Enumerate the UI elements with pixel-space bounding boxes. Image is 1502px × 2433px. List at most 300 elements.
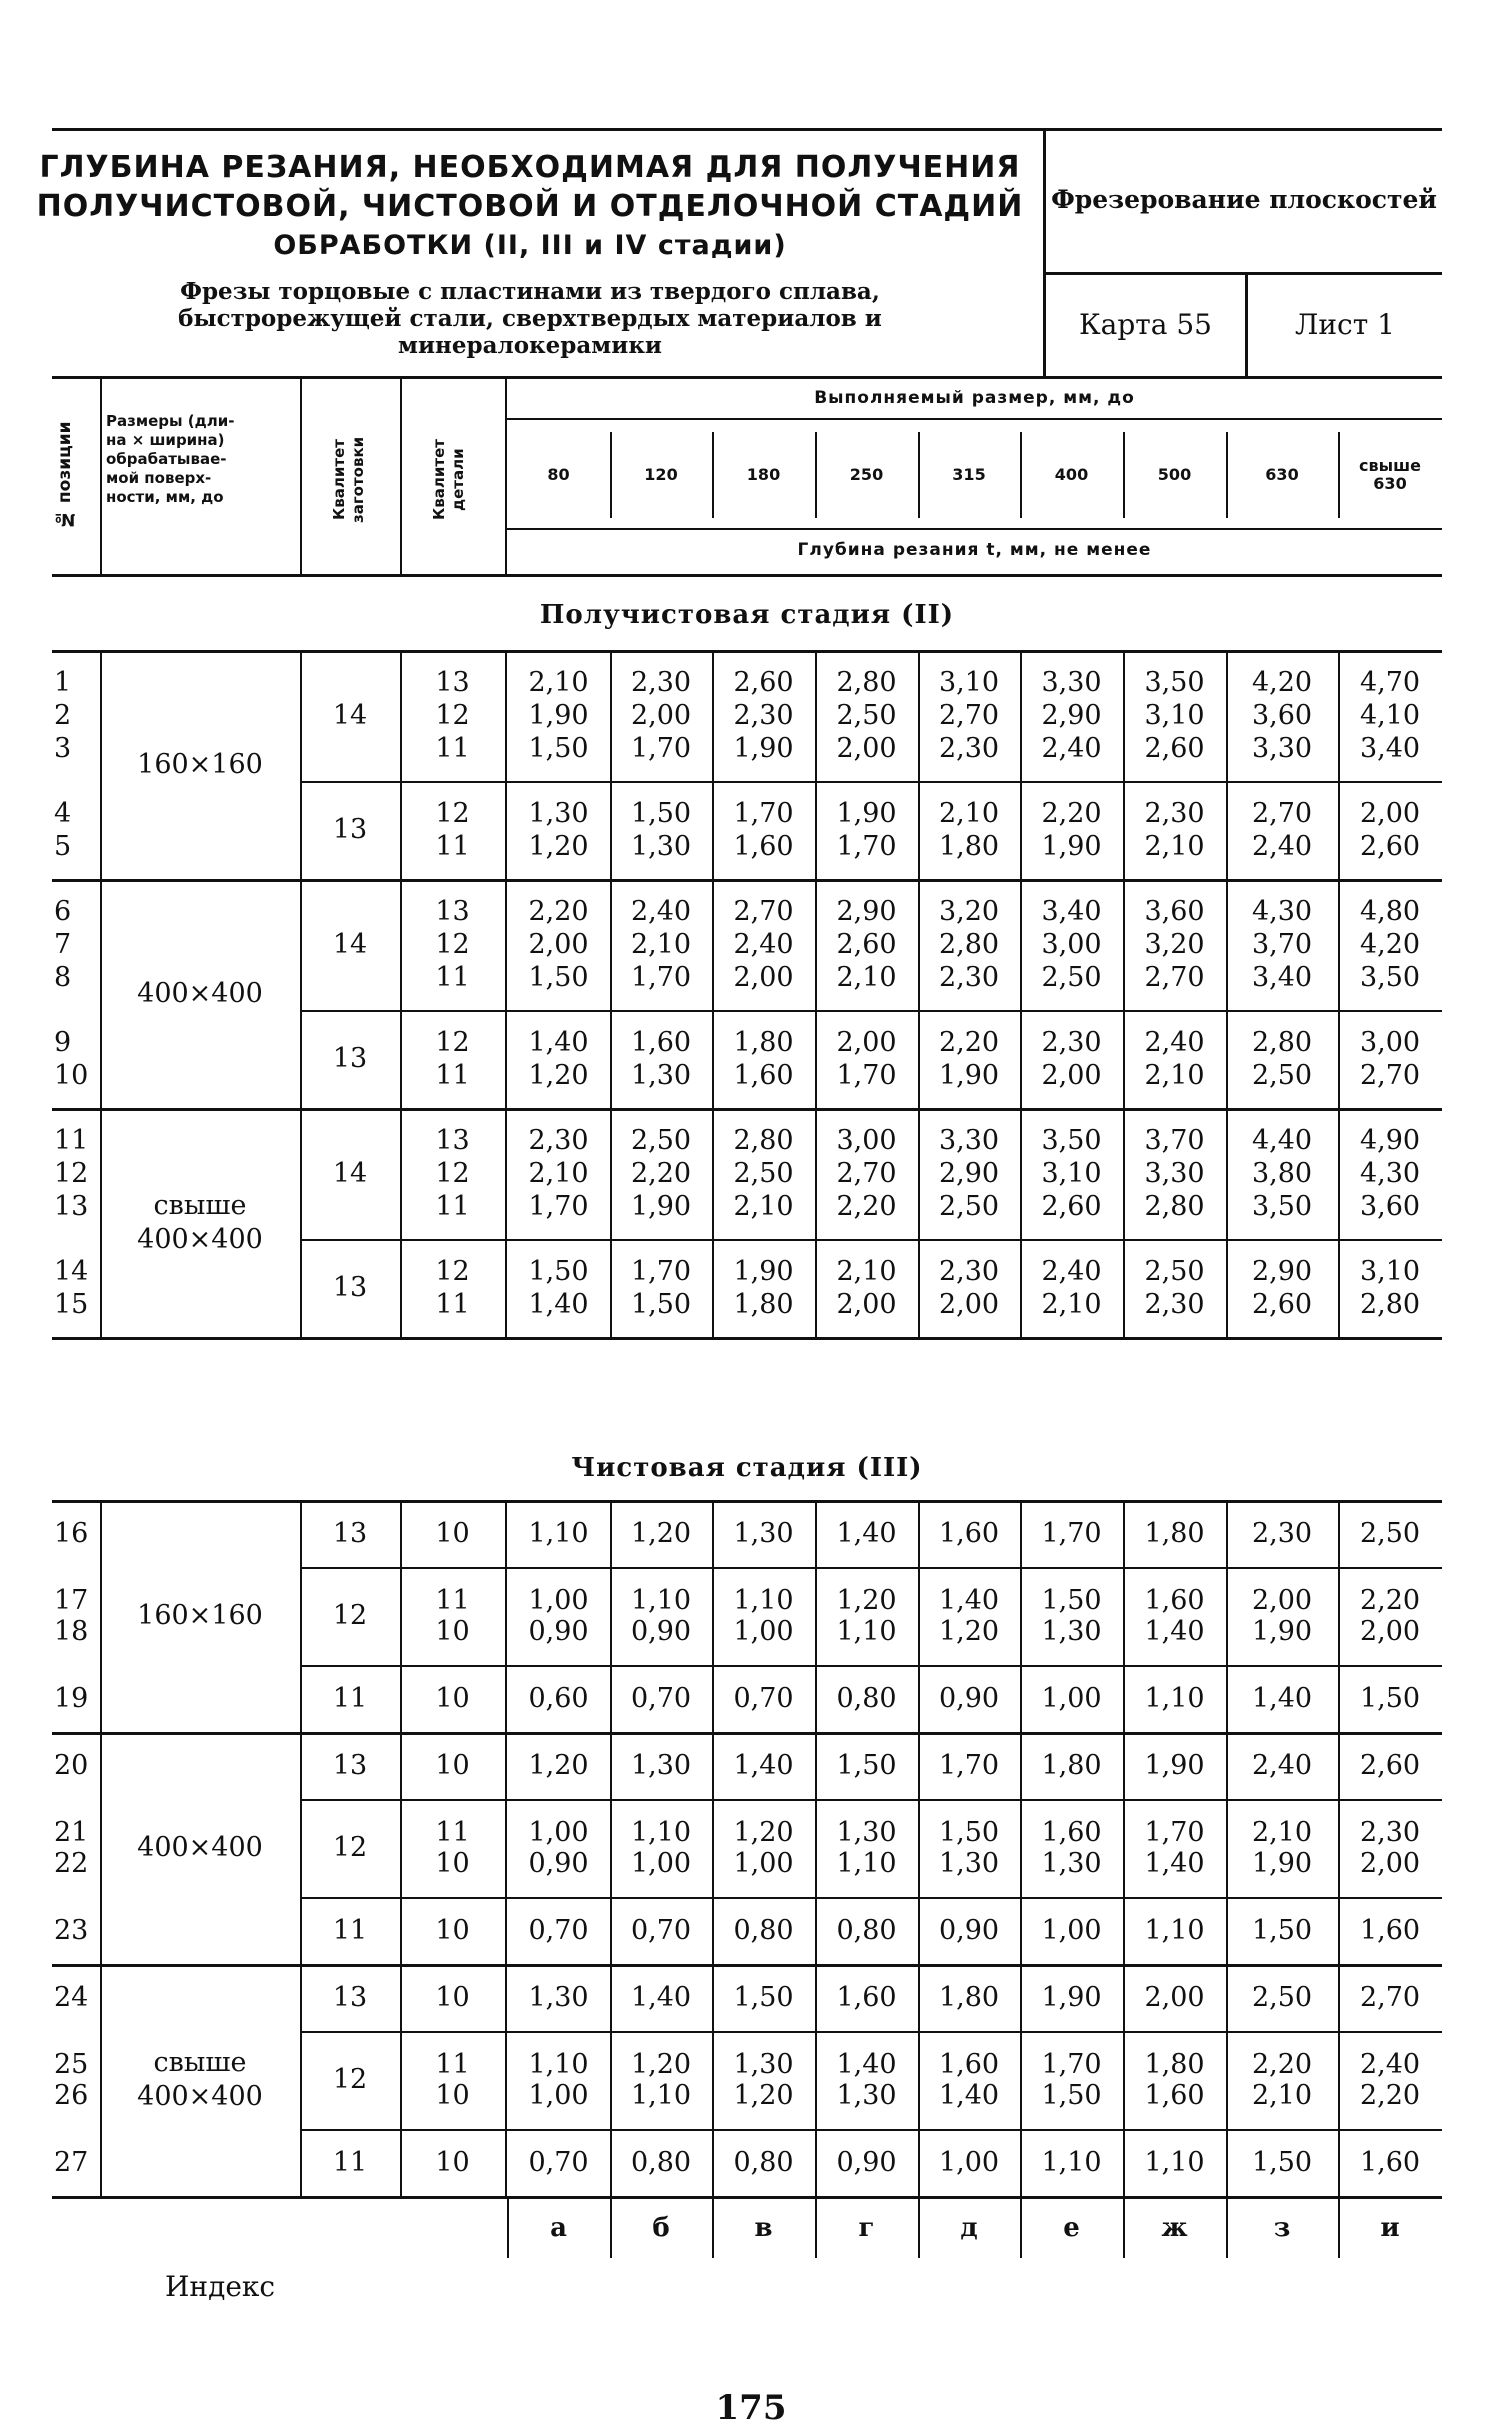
depth-value: 2,40 bbox=[733, 928, 794, 960]
depth-value: 4,40 bbox=[1251, 1124, 1313, 1156]
depth-value: 0,90 bbox=[938, 1682, 1000, 1714]
depth-value: 3,40 bbox=[1041, 895, 1102, 927]
depth-value: 2,70 bbox=[836, 1157, 897, 1189]
position-number: 12 bbox=[54, 1157, 89, 1189]
depth-value: 1,10 bbox=[630, 2079, 692, 2111]
col-rule-value bbox=[712, 1500, 714, 2196]
position-number: 5 bbox=[54, 830, 72, 862]
depth-value: 2,70 bbox=[1359, 1059, 1421, 1091]
depth-value: 2,30 bbox=[1359, 1816, 1421, 1848]
depth-value: 1,30 bbox=[630, 1749, 692, 1781]
depth-value: 2,50 bbox=[1359, 1517, 1421, 1549]
sheet-number: Лист 1 bbox=[1295, 308, 1395, 341]
depth-value: 2,70 bbox=[1251, 797, 1313, 829]
depth-value: 3,00 bbox=[836, 1124, 897, 1156]
depth-value: 1,90 bbox=[1251, 1615, 1313, 1647]
depth-value: 3,20 bbox=[938, 895, 1000, 927]
grade-part-value: 12 bbox=[435, 1157, 470, 1189]
depth-value: 2,50 bbox=[1041, 961, 1102, 993]
index-letter: д bbox=[960, 2213, 978, 2243]
depth-value: 1,70 bbox=[733, 797, 794, 829]
depth-value: 2,30 bbox=[630, 666, 692, 698]
depth-value: 4,20 bbox=[1359, 928, 1421, 960]
column-surface: Размеры (дли- на × ширина) обрабатывае- мой поверх- ности, мм, до bbox=[106, 412, 235, 506]
depth-value: 2,10 bbox=[1144, 1059, 1205, 1091]
depth-value: 2,80 bbox=[938, 928, 1000, 960]
depth-value: 1,40 bbox=[1144, 1615, 1205, 1647]
depth-value: 0,90 bbox=[630, 1615, 692, 1647]
depth-value: 2,40 bbox=[1359, 2048, 1421, 2080]
depth-value: 2,20 bbox=[1041, 797, 1102, 829]
depth-value: 1,70 bbox=[836, 830, 897, 862]
group-rule bbox=[52, 1337, 1442, 1340]
depth-value: 2,30 bbox=[733, 699, 794, 731]
depth-value: 1,70 bbox=[1041, 2048, 1102, 2080]
depth-value: 1,10 bbox=[1144, 1914, 1205, 1946]
depth-value: 2,00 bbox=[528, 928, 589, 960]
depth-value: 1,20 bbox=[528, 1749, 589, 1781]
depth-value: 4,90 bbox=[1359, 1124, 1421, 1156]
depth-value: 1,30 bbox=[1041, 1615, 1102, 1647]
surface-size: свыше 400×400 bbox=[137, 2047, 263, 2112]
depth-value: 1,90 bbox=[733, 732, 794, 764]
size-header-cell: 400 bbox=[1054, 465, 1089, 484]
depth-value: 1,10 bbox=[630, 1584, 692, 1616]
depth-value: 0,70 bbox=[528, 2146, 589, 2178]
column-grade-part: Квалитет детали bbox=[430, 439, 467, 521]
depth-value: 1,00 bbox=[528, 1816, 589, 1848]
position-number: 14 bbox=[54, 1255, 89, 1287]
depth-value: 3,10 bbox=[1041, 1157, 1102, 1189]
col-rule-part bbox=[505, 650, 507, 1337]
depth-value: 4,80 bbox=[1359, 895, 1421, 927]
header-vline-2 bbox=[300, 379, 302, 574]
grade-blank-value: 13 bbox=[332, 1749, 368, 1781]
depth-value: 1,50 bbox=[528, 961, 589, 993]
depth-label: Глубина резания t, мм, не менее bbox=[797, 540, 1152, 560]
size-header-divider bbox=[712, 432, 714, 518]
col-rule-size bbox=[300, 650, 302, 1337]
header-box-rule bbox=[1046, 272, 1442, 275]
depth-value: 3,80 bbox=[1251, 1157, 1313, 1189]
position-number: 17 bbox=[54, 1584, 89, 1616]
depth-value: 1,40 bbox=[836, 2048, 897, 2080]
depth-value: 1,80 bbox=[938, 1981, 1000, 2013]
depth-value: 2,10 bbox=[528, 1157, 589, 1189]
depth-value: 1,40 bbox=[938, 2079, 1000, 2111]
depth-value: 1,60 bbox=[733, 1059, 794, 1091]
depth-value: 1,00 bbox=[528, 2079, 589, 2111]
depth-value: 2,30 bbox=[938, 732, 1000, 764]
position-number: 20 bbox=[54, 1749, 89, 1781]
grade-part-value: 11 bbox=[435, 830, 470, 862]
depth-value: 2,00 bbox=[1359, 1847, 1421, 1879]
depth-value: 1,60 bbox=[938, 2048, 1000, 2080]
grade-part-value: 11 bbox=[435, 2048, 470, 2080]
index-divider bbox=[918, 2198, 920, 2258]
col-rule-value bbox=[1226, 650, 1228, 1337]
column-position: № позиции bbox=[55, 421, 75, 529]
depth-value: 1,50 bbox=[1041, 1584, 1102, 1616]
position-number: 15 bbox=[54, 1288, 89, 1320]
depth-value: 2,90 bbox=[836, 895, 897, 927]
depth-value: 2,40 bbox=[1251, 1749, 1313, 1781]
depth-value: 1,40 bbox=[938, 1584, 1000, 1616]
depth-value: 2,30 bbox=[1144, 797, 1205, 829]
position-number: 23 bbox=[54, 1914, 89, 1946]
depth-value: 1,90 bbox=[1251, 1847, 1313, 1879]
depth-value: 2,70 bbox=[1144, 961, 1205, 993]
col-rule-value bbox=[1123, 1500, 1125, 2196]
depth-value: 1,50 bbox=[1359, 1682, 1421, 1714]
depth-value: 2,00 bbox=[1359, 797, 1421, 829]
depth-value: 2,60 bbox=[1041, 1190, 1102, 1222]
depth-value: 1,10 bbox=[1041, 2146, 1102, 2178]
grade-part-value: 11 bbox=[435, 1816, 470, 1848]
depth-value: 1,30 bbox=[836, 2079, 897, 2111]
depth-value: 1,30 bbox=[528, 1981, 589, 2013]
depth-value: 2,30 bbox=[528, 1124, 589, 1156]
depth-value: 1,00 bbox=[528, 1584, 589, 1616]
depth-value: 1,50 bbox=[528, 1255, 589, 1287]
top-rule bbox=[52, 128, 1442, 131]
depth-value: 1,10 bbox=[528, 1517, 589, 1549]
depth-value: 2,50 bbox=[630, 1124, 692, 1156]
surface-size: 400×400 bbox=[137, 977, 263, 1009]
surface-size: 160×160 bbox=[137, 1600, 263, 1631]
grade-part-value: 11 bbox=[435, 1288, 470, 1320]
position-number: 26 bbox=[54, 2079, 89, 2111]
subgroup-rule bbox=[300, 781, 1442, 783]
depth-value: 3,40 bbox=[1359, 732, 1421, 764]
depth-value: 2,10 bbox=[1144, 830, 1205, 862]
depth-value: 0,70 bbox=[630, 1914, 692, 1946]
depth-value: 1,90 bbox=[630, 1190, 692, 1222]
depth-value: 1,50 bbox=[836, 1749, 897, 1781]
depth-value: 2,60 bbox=[1251, 1288, 1313, 1320]
grade-part-value: 11 bbox=[435, 1190, 470, 1222]
index-label: Индекс bbox=[165, 2270, 276, 2303]
semi-finish-title: Получистовая стадия (II) bbox=[539, 600, 955, 630]
depth-value: 4,30 bbox=[1251, 895, 1313, 927]
depth-value: 0,70 bbox=[528, 1914, 589, 1946]
size-header-divider bbox=[1226, 432, 1228, 518]
header-depth-rule bbox=[507, 528, 1442, 530]
col-rule-value bbox=[1020, 650, 1022, 1337]
depth-value: 2,80 bbox=[836, 666, 897, 698]
depth-value: 1,80 bbox=[733, 1026, 794, 1058]
depth-value: 2,20 bbox=[836, 1190, 897, 1222]
depth-value: 2,00 bbox=[836, 1288, 897, 1320]
grade-part-value: 12 bbox=[435, 797, 470, 829]
grade-part-value: 12 bbox=[435, 699, 470, 731]
title-line-2: ПОЛУЧИСТОВОЙ, ЧИСТОВОЙ И ОТДЕЛОЧНОЙ СТАДИЙ bbox=[36, 189, 1024, 224]
position-number: 11 bbox=[54, 1124, 89, 1156]
depth-value: 1,70 bbox=[630, 732, 692, 764]
depth-value: 2,10 bbox=[1251, 1816, 1313, 1848]
depth-value: 1,10 bbox=[1144, 2146, 1205, 2178]
depth-value: 2,50 bbox=[938, 1190, 1000, 1222]
depth-value: 1,30 bbox=[938, 1847, 1000, 1879]
depth-value: 4,20 bbox=[1251, 666, 1313, 698]
depth-value: 2,20 bbox=[938, 1026, 1000, 1058]
depth-value: 2,30 bbox=[1041, 1026, 1102, 1058]
depth-value: 2,20 bbox=[528, 895, 589, 927]
col-rule-position bbox=[100, 1500, 102, 2196]
col-rule-value bbox=[610, 1500, 612, 2196]
depth-value: 1,40 bbox=[1251, 1682, 1313, 1714]
depth-value: 2,90 bbox=[938, 1157, 1000, 1189]
index-divider bbox=[712, 2198, 714, 2258]
depth-value: 2,80 bbox=[1251, 1026, 1313, 1058]
depth-value: 3,30 bbox=[1251, 732, 1313, 764]
depth-value: 0,80 bbox=[733, 1914, 794, 1946]
depth-value: 0,90 bbox=[938, 1914, 1000, 1946]
col-rule-value bbox=[1338, 1500, 1340, 2196]
depth-value: 1,10 bbox=[1144, 1682, 1205, 1714]
depth-value: 3,70 bbox=[1144, 1124, 1205, 1156]
title-line-1: ГЛУБИНА РЕЗАНИЯ, НЕОБХОДИМАЯ ДЛЯ ПОЛУЧЕНИЯ bbox=[39, 150, 1021, 185]
depth-value: 2,60 bbox=[1359, 1749, 1421, 1781]
depth-value: 1,10 bbox=[836, 1847, 897, 1879]
depth-value: 3,60 bbox=[1144, 895, 1205, 927]
position-number: 1 bbox=[54, 666, 72, 698]
grade-blank-value: 12 bbox=[332, 2064, 368, 2095]
depth-value: 2,30 bbox=[1144, 1288, 1205, 1320]
depth-value: 2,40 bbox=[1041, 1255, 1102, 1287]
size-header-cell: свыше 630 bbox=[1359, 456, 1421, 493]
grade-blank-value: 13 bbox=[332, 1272, 368, 1303]
index-letter: е bbox=[1063, 2213, 1080, 2243]
depth-value: 4,70 bbox=[1359, 666, 1421, 698]
depth-value: 2,20 bbox=[630, 1157, 692, 1189]
col-rule-value bbox=[1020, 1500, 1022, 2196]
position-number: 3 bbox=[54, 732, 72, 764]
size-header-divider bbox=[1123, 432, 1125, 518]
position-number: 9 bbox=[54, 1026, 72, 1058]
depth-value: 3,20 bbox=[1144, 928, 1205, 960]
depth-value: 0,80 bbox=[836, 1914, 897, 1946]
depth-value: 1,50 bbox=[938, 1816, 1000, 1848]
depth-value: 2,60 bbox=[836, 928, 897, 960]
depth-value: 1,10 bbox=[836, 1615, 897, 1647]
depth-value: 1,90 bbox=[1041, 830, 1102, 862]
depth-value: 2,20 bbox=[1359, 2079, 1421, 2111]
position-number: 24 bbox=[54, 1981, 89, 2013]
depth-value: 1,00 bbox=[1041, 1914, 1102, 1946]
depth-value: 2,40 bbox=[630, 895, 692, 927]
position-number: 27 bbox=[54, 2146, 89, 2178]
grade-part-value: 11 bbox=[435, 732, 470, 764]
position-number: 6 bbox=[54, 895, 72, 927]
depth-value: 3,50 bbox=[1144, 666, 1205, 698]
depth-value: 2,00 bbox=[630, 699, 692, 731]
category-label: Фрезерование плоскостей bbox=[1051, 185, 1437, 214]
depth-value: 2,10 bbox=[733, 1190, 794, 1222]
col-rule-value bbox=[1226, 1500, 1228, 2196]
depth-value: 1,50 bbox=[1041, 2079, 1102, 2111]
depth-value: 2,20 bbox=[1251, 2048, 1313, 2080]
col-rule-value bbox=[918, 1500, 920, 2196]
depth-value: 2,10 bbox=[836, 1255, 897, 1287]
size-header-divider bbox=[1338, 432, 1340, 518]
depth-value: 1,70 bbox=[1144, 1816, 1205, 1848]
depth-value: 1,20 bbox=[630, 1517, 692, 1549]
header-size-rule bbox=[507, 418, 1442, 420]
col-rule-value bbox=[918, 650, 920, 1337]
depth-value: 1,90 bbox=[1144, 1749, 1205, 1781]
card-number: Карта 55 bbox=[1079, 308, 1212, 341]
depth-value: 1,50 bbox=[733, 1981, 794, 2013]
grade-blank-value: 12 bbox=[332, 1600, 368, 1631]
index-divider bbox=[610, 2198, 612, 2258]
depth-value: 2,10 bbox=[1251, 2079, 1313, 2111]
position-number: 22 bbox=[54, 1847, 89, 1879]
grade-part-value: 13 bbox=[435, 895, 470, 927]
depth-value: 2,00 bbox=[1359, 1615, 1421, 1647]
subgroup-rule bbox=[300, 1799, 1442, 1801]
depth-value: 1,50 bbox=[1251, 1914, 1313, 1946]
finish-title: Чистовая стадия (III) bbox=[571, 1453, 923, 1483]
depth-value: 1,30 bbox=[836, 1816, 897, 1848]
depth-value: 1,50 bbox=[630, 1288, 692, 1320]
depth-value: 2,60 bbox=[1359, 830, 1421, 862]
table-header-bottom-rule bbox=[52, 574, 1442, 577]
depth-value: 0,70 bbox=[733, 1682, 794, 1714]
depth-value: 1,50 bbox=[630, 797, 692, 829]
depth-value: 3,60 bbox=[1251, 699, 1313, 731]
subgroup-rule bbox=[300, 1010, 1442, 1012]
depth-value: 2,40 bbox=[1251, 830, 1313, 862]
depth-value: 1,30 bbox=[630, 830, 692, 862]
subtitle-line-2: быстрорежущей стали, сверхтвердых материалов и bbox=[178, 305, 882, 332]
depth-value: 2,70 bbox=[733, 895, 794, 927]
depth-value: 1,60 bbox=[733, 830, 794, 862]
depth-value: 0,90 bbox=[528, 1847, 589, 1879]
depth-value: 1,00 bbox=[1041, 1682, 1102, 1714]
grade-blank-value: 11 bbox=[332, 2146, 368, 2178]
depth-value: 1,00 bbox=[733, 1847, 794, 1879]
depth-value: 2,20 bbox=[1359, 1584, 1421, 1616]
grade-part-value: 10 bbox=[435, 1749, 470, 1781]
grade-blank-value: 11 bbox=[332, 1682, 368, 1714]
index-letter: и bbox=[1380, 2213, 1400, 2243]
size-header-cell: 180 bbox=[746, 465, 781, 484]
depth-value: 0,80 bbox=[836, 1682, 897, 1714]
depth-value: 0,90 bbox=[836, 2146, 897, 2178]
position-number: 13 bbox=[54, 1190, 89, 1222]
depth-value: 2,40 bbox=[1144, 1026, 1205, 1058]
surface-size: свыше 400×400 bbox=[137, 1189, 263, 1255]
depth-value: 1,10 bbox=[528, 2048, 589, 2080]
depth-value: 1,90 bbox=[528, 699, 589, 731]
index-letter: б bbox=[652, 2213, 670, 2243]
depth-value: 0,90 bbox=[528, 1615, 589, 1647]
index-letter: г bbox=[858, 2213, 875, 2243]
depth-value: 2,10 bbox=[836, 961, 897, 993]
depth-value: 1,80 bbox=[1144, 1517, 1205, 1549]
depth-value: 1,60 bbox=[1359, 1914, 1421, 1946]
index-divider bbox=[1226, 2198, 1228, 2258]
col-rule-value bbox=[712, 650, 714, 1337]
column-grade-blank: Квалитет заготовки bbox=[330, 436, 367, 524]
index-divider bbox=[507, 2198, 509, 2258]
grade-blank-value: 14 bbox=[332, 699, 368, 731]
depth-value: 1,10 bbox=[630, 1816, 692, 1848]
depth-value: 1,60 bbox=[938, 1517, 1000, 1549]
grade-part-value: 10 bbox=[435, 1981, 470, 2013]
depth-value: 1,70 bbox=[1041, 1517, 1102, 1549]
depth-value: 1,40 bbox=[528, 1026, 589, 1058]
grade-part-value: 10 bbox=[435, 1847, 470, 1879]
grade-blank-value: 12 bbox=[332, 1832, 368, 1863]
surface-size: 400×400 bbox=[137, 1832, 263, 1863]
index-divider bbox=[1020, 2198, 1022, 2258]
depth-value: 2,50 bbox=[733, 1157, 794, 1189]
depth-value: 1,90 bbox=[938, 1059, 1000, 1091]
depth-value: 1,50 bbox=[528, 732, 589, 764]
col-rule-blank bbox=[400, 650, 402, 1337]
depth-value: 3,00 bbox=[1041, 928, 1102, 960]
index-divider bbox=[815, 2198, 817, 2258]
depth-value: 1,30 bbox=[1041, 1847, 1102, 1879]
depth-value: 3,70 bbox=[1251, 928, 1313, 960]
depth-value: 2,10 bbox=[630, 928, 692, 960]
grade-part-value: 10 bbox=[435, 2079, 470, 2111]
depth-value: 2,80 bbox=[1144, 1190, 1205, 1222]
col-rule-value bbox=[1338, 650, 1340, 1337]
depth-value: 0,60 bbox=[528, 1682, 589, 1714]
depth-value: 1,60 bbox=[1144, 2079, 1205, 2111]
size-header-cell: 630 bbox=[1265, 465, 1299, 484]
position-number: 4 bbox=[54, 797, 72, 829]
title-line-3: ОБРАБОТКИ (II, III и IV стадии) bbox=[273, 230, 787, 261]
depth-value: 1,40 bbox=[836, 1517, 897, 1549]
col-rule-value bbox=[815, 650, 817, 1337]
grade-blank-value: 13 bbox=[332, 814, 368, 845]
subgroup-rule bbox=[300, 2031, 1442, 2033]
grade-part-value: 10 bbox=[435, 1517, 470, 1549]
subtitle-line-3: минералокерамики bbox=[398, 332, 662, 359]
depth-value: 1,20 bbox=[733, 2079, 794, 2111]
grade-part-value: 12 bbox=[435, 1026, 470, 1058]
depth-value: 2,00 bbox=[836, 732, 897, 764]
index-letter: в bbox=[754, 2213, 773, 2243]
depth-value: 2,90 bbox=[1041, 699, 1102, 731]
depth-value: 2,00 bbox=[1144, 1981, 1205, 2013]
depth-value: 1,20 bbox=[836, 1584, 897, 1616]
depth-value: 1,60 bbox=[1359, 2146, 1421, 2178]
depth-value: 2,70 bbox=[938, 699, 1000, 731]
depth-value: 2,00 bbox=[1041, 1059, 1102, 1091]
size-header-cell: 315 bbox=[952, 465, 986, 484]
grade-part-value: 12 bbox=[435, 1255, 470, 1287]
depth-value: 2,60 bbox=[1144, 732, 1205, 764]
grade-part-value: 10 bbox=[435, 1615, 470, 1647]
size-header-divider bbox=[610, 432, 612, 518]
position-number: 25 bbox=[54, 2048, 89, 2080]
table-header-top-rule bbox=[52, 376, 1442, 379]
grade-part-value: 11 bbox=[435, 1584, 470, 1616]
col-rule-value bbox=[610, 650, 612, 1337]
depth-value: 1,70 bbox=[938, 1749, 1000, 1781]
depth-value: 2,00 bbox=[836, 1026, 897, 1058]
depth-value: 1,50 bbox=[1251, 2146, 1313, 2178]
depth-value: 1,30 bbox=[733, 2048, 794, 2080]
depth-value: 0,70 bbox=[630, 1682, 692, 1714]
grade-part-value: 10 bbox=[435, 1914, 470, 1946]
depth-value: 1,20 bbox=[938, 1615, 1000, 1647]
